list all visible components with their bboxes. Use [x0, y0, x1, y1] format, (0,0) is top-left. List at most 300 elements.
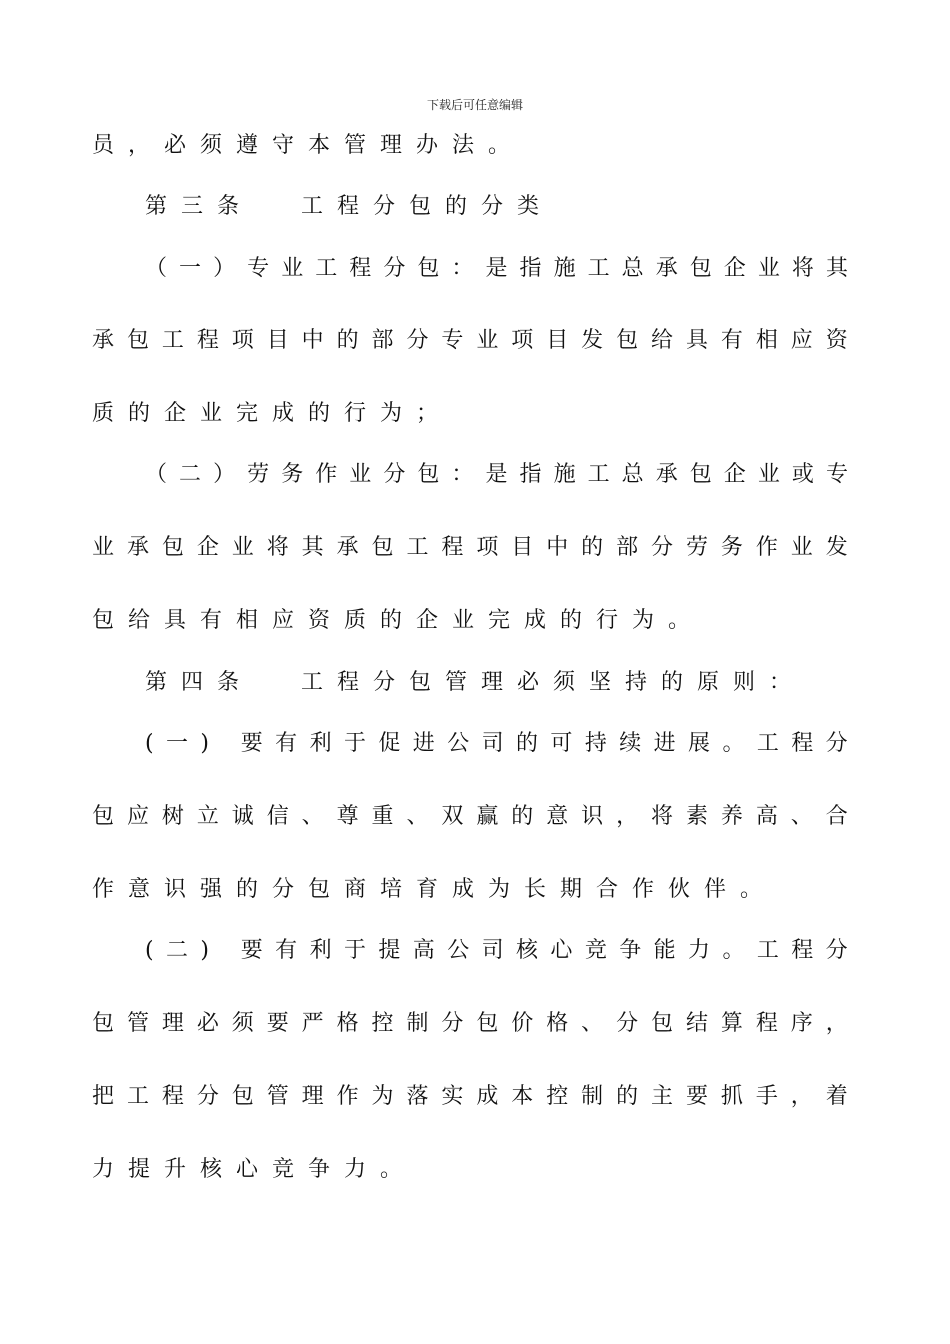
- glyph: 项: [511, 328, 534, 353]
- glyph: 树: [161, 804, 184, 829]
- glyph: 程: [791, 938, 814, 963]
- glyph: 四: [181, 670, 204, 695]
- glyph: 尊: [336, 804, 359, 829]
- glyph: 要: [266, 1011, 289, 1036]
- glyph: 程: [337, 670, 360, 695]
- glyph: 包: [161, 535, 184, 560]
- glyph: 完: [488, 608, 511, 633]
- glyph: 工: [587, 462, 610, 487]
- glyph: 高: [755, 804, 778, 829]
- glyph: 工: [301, 670, 324, 695]
- glyph: 竞: [272, 1157, 295, 1182]
- glyph: 培: [380, 877, 403, 902]
- glyph: 控: [371, 1011, 394, 1036]
- glyph: 算: [720, 1011, 743, 1036]
- glyph: 的: [308, 401, 331, 426]
- glyph: 工: [161, 328, 184, 353]
- glyph: 二: [179, 462, 202, 487]
- glyph: 相: [236, 608, 259, 633]
- text-line-16: [92, 1155, 848, 1185]
- glyph: 则: [733, 670, 756, 695]
- glyph: 业: [790, 535, 813, 560]
- text-line-6: [145, 460, 848, 490]
- glyph: 、: [581, 1011, 604, 1036]
- glyph: 争: [619, 938, 642, 963]
- glyph: 要: [240, 731, 263, 756]
- glyph: 。: [722, 938, 745, 963]
- glyph: 包: [417, 462, 440, 487]
- glyph: 理: [161, 1011, 184, 1036]
- glyph: 提: [128, 1157, 151, 1182]
- glyph: 包: [308, 877, 331, 902]
- glyph: 管: [126, 1011, 149, 1036]
- glyph: 为: [371, 1084, 394, 1109]
- glyph: 程: [337, 194, 360, 219]
- glyph: 格: [546, 1011, 569, 1036]
- glyph: 期: [560, 877, 583, 902]
- glyph: 应: [790, 328, 813, 353]
- glyph: ，: [825, 1011, 848, 1036]
- glyph: 公: [447, 938, 470, 963]
- glyph: 第: [145, 194, 168, 219]
- glyph: ，: [616, 804, 639, 829]
- glyph: 中: [546, 535, 569, 560]
- glyph: 发: [581, 328, 604, 353]
- glyph: 识: [164, 877, 187, 902]
- glyph: 伙: [668, 877, 691, 902]
- glyph: 必: [164, 133, 187, 158]
- glyph: 格: [336, 1011, 359, 1036]
- text-line-14: [92, 1009, 848, 1039]
- glyph: 、: [790, 804, 813, 829]
- glyph: 第: [145, 670, 168, 695]
- glyph: 分: [481, 194, 504, 219]
- glyph: 业: [452, 608, 475, 633]
- glyph: 发: [825, 535, 848, 560]
- glyph: 分: [383, 462, 406, 487]
- glyph: 作: [755, 535, 778, 560]
- glyph: 指: [519, 256, 542, 281]
- glyph: 作: [92, 877, 115, 902]
- glyph: ：: [451, 256, 474, 281]
- glyph: 诚: [231, 804, 254, 829]
- glyph: 程: [441, 535, 464, 560]
- glyph: 包: [92, 1011, 115, 1036]
- glyph: 程: [349, 256, 372, 281]
- glyph: 意: [546, 804, 569, 829]
- glyph: 总: [621, 256, 644, 281]
- glyph: 劳: [685, 535, 708, 560]
- glyph: 项: [476, 535, 499, 560]
- glyph: 落: [406, 1084, 429, 1109]
- glyph: 指: [519, 462, 542, 487]
- glyph: 管: [445, 670, 468, 695]
- glyph: 赢: [476, 804, 499, 829]
- glyph: 力: [688, 938, 711, 963]
- glyph: 的: [128, 401, 151, 426]
- glyph: 心: [550, 938, 573, 963]
- glyph: 业: [92, 535, 115, 560]
- glyph: 控: [546, 1084, 569, 1109]
- text-line-3: [145, 254, 848, 284]
- glyph: 工: [756, 938, 779, 963]
- glyph: 部: [371, 328, 394, 353]
- glyph: 的: [661, 670, 684, 695]
- text-line-13: [145, 936, 848, 966]
- glyph: 业: [349, 462, 372, 487]
- glyph: 业: [231, 535, 254, 560]
- glyph: 员: [92, 133, 115, 158]
- glyph: 须: [231, 1011, 254, 1036]
- glyph: 专: [825, 462, 848, 487]
- glyph: [253, 192, 277, 222]
- text-line-5: [92, 399, 848, 429]
- glyph: 工: [406, 535, 429, 560]
- glyph: ：: [769, 670, 792, 695]
- glyph: 成: [272, 401, 295, 426]
- glyph: 包: [417, 256, 440, 281]
- text-line-1: [92, 131, 848, 161]
- glyph: 提: [378, 938, 401, 963]
- glyph: 包: [371, 535, 394, 560]
- glyph: 制: [581, 1084, 604, 1109]
- glyph: 。: [488, 133, 511, 158]
- glyph: ）: [213, 256, 236, 281]
- glyph: 核: [200, 1157, 223, 1182]
- glyph: 合: [825, 804, 848, 829]
- glyph: 相: [755, 328, 778, 353]
- glyph: 守: [272, 133, 295, 158]
- glyph: 利: [309, 938, 332, 963]
- text-line-10: [145, 729, 848, 759]
- glyph: 续: [619, 731, 642, 756]
- glyph: 包: [651, 1011, 674, 1036]
- text-line-7: [92, 533, 848, 563]
- glyph: ，: [128, 133, 151, 158]
- glyph: 分: [406, 328, 429, 353]
- glyph: 包: [409, 194, 432, 219]
- glyph: 长: [524, 877, 547, 902]
- glyph: 一: [165, 731, 188, 756]
- glyph: 。: [380, 1157, 403, 1182]
- glyph: ，: [790, 1084, 813, 1109]
- glyph: 管: [344, 133, 367, 158]
- glyph: 企: [723, 256, 746, 281]
- glyph: 高: [412, 938, 435, 963]
- glyph: 分: [825, 731, 848, 756]
- glyph: 包: [126, 328, 149, 353]
- glyph: 立: [196, 804, 219, 829]
- glyph: 分: [383, 256, 406, 281]
- glyph: 司: [481, 731, 504, 756]
- glyph: 具: [164, 608, 187, 633]
- glyph: 条: [217, 670, 240, 695]
- glyph: 务: [720, 535, 743, 560]
- glyph: 分: [196, 1084, 219, 1109]
- glyph: 企: [723, 462, 746, 487]
- glyph: [221, 936, 228, 966]
- glyph: 包: [689, 462, 712, 487]
- glyph: 于: [343, 731, 366, 756]
- glyph: 程: [196, 328, 219, 353]
- glyph: ): [200, 731, 209, 756]
- glyph: 企: [196, 535, 219, 560]
- glyph: 工: [301, 194, 324, 219]
- glyph: ：: [451, 462, 474, 487]
- glyph: 专: [247, 256, 270, 281]
- glyph: 育: [416, 877, 439, 902]
- glyph: 分: [825, 938, 848, 963]
- glyph: 着: [825, 1084, 848, 1109]
- glyph: 一: [179, 256, 202, 281]
- glyph: 承: [655, 462, 678, 487]
- glyph: 包: [616, 328, 639, 353]
- glyph: 给: [128, 608, 151, 633]
- glyph: 信: [266, 804, 289, 829]
- glyph: 应: [126, 804, 149, 829]
- glyph: 的: [236, 877, 259, 902]
- glyph: 进: [653, 731, 676, 756]
- glyph: 的: [336, 328, 359, 353]
- glyph: 务: [281, 462, 304, 487]
- glyph: 的: [380, 608, 403, 633]
- glyph: 合: [596, 877, 619, 902]
- glyph: 承: [92, 328, 115, 353]
- glyph: 遵: [236, 133, 259, 158]
- glyph: 具: [685, 328, 708, 353]
- glyph: 程: [791, 731, 814, 756]
- glyph: 序: [790, 1011, 813, 1036]
- glyph: 作: [315, 462, 338, 487]
- glyph: 抓: [720, 1084, 743, 1109]
- glyph: 坚: [589, 670, 612, 695]
- glyph: 其: [301, 535, 324, 560]
- glyph: 成: [452, 877, 475, 902]
- glyph: 或: [791, 462, 814, 487]
- glyph: 目: [546, 328, 569, 353]
- glyph: 意: [128, 877, 151, 902]
- glyph: 业: [757, 462, 780, 487]
- glyph: 劳: [247, 462, 270, 487]
- glyph: 将: [791, 256, 814, 281]
- glyph: 给: [651, 328, 674, 353]
- glyph: 素: [685, 804, 708, 829]
- glyph: 分: [272, 877, 295, 902]
- glyph: 管: [266, 1084, 289, 1109]
- glyph: 企: [164, 401, 187, 426]
- glyph: 分: [651, 535, 674, 560]
- glyph: 本: [511, 1084, 534, 1109]
- glyph: 能: [653, 938, 676, 963]
- glyph: 促: [378, 731, 401, 756]
- glyph: 的: [560, 608, 583, 633]
- glyph: 分: [616, 1011, 639, 1036]
- article-4-heading: [145, 668, 848, 698]
- glyph: 理: [301, 1084, 324, 1109]
- glyph: 条: [217, 194, 240, 219]
- glyph: ): [200, 938, 209, 963]
- glyph: 承: [126, 535, 149, 560]
- glyph: 养: [720, 804, 743, 829]
- glyph: 资: [825, 328, 848, 353]
- text-line-15: [92, 1082, 848, 1112]
- glyph: 理: [481, 670, 504, 695]
- glyph: 为: [632, 608, 655, 633]
- glyph: 、: [301, 804, 324, 829]
- glyph: 项: [231, 328, 254, 353]
- glyph: 包: [92, 804, 115, 829]
- glyph: 的: [581, 535, 604, 560]
- glyph: 力: [92, 1157, 115, 1182]
- glyph: 须: [200, 133, 223, 158]
- glyph: 类: [517, 194, 540, 219]
- glyph: 制: [406, 1011, 429, 1036]
- glyph: 将: [651, 804, 674, 829]
- glyph: （: [145, 462, 168, 487]
- glyph: 承: [655, 256, 678, 281]
- glyph: 心: [236, 1157, 259, 1182]
- glyph: 主: [651, 1084, 674, 1109]
- text-line-8: [92, 606, 848, 636]
- glyph: 强: [200, 877, 223, 902]
- glyph: 施: [553, 256, 576, 281]
- glyph: 业: [757, 256, 780, 281]
- text-line-12: [92, 875, 848, 905]
- glyph: 竞: [584, 938, 607, 963]
- glyph: 有: [275, 938, 298, 963]
- glyph: 业: [476, 328, 499, 353]
- glyph: [253, 668, 277, 698]
- glyph: 于: [343, 938, 366, 963]
- glyph: 工: [756, 731, 779, 756]
- glyph: 成: [476, 1084, 499, 1109]
- glyph: 工: [587, 256, 610, 281]
- glyph: 部: [616, 535, 639, 560]
- glyph: 手: [755, 1084, 778, 1109]
- glyph: 工: [126, 1084, 149, 1109]
- glyph: 总: [621, 462, 644, 487]
- glyph: 质: [344, 608, 367, 633]
- glyph: 理: [380, 133, 403, 158]
- glyph: 行: [344, 401, 367, 426]
- glyph: 、: [406, 804, 429, 829]
- glyph: 升: [164, 1157, 187, 1182]
- glyph: 结: [685, 1011, 708, 1036]
- glyph: 目: [511, 535, 534, 560]
- glyph: 施: [553, 462, 576, 487]
- glyph: 法: [452, 133, 475, 158]
- glyph: 识: [581, 804, 604, 829]
- glyph: 程: [755, 1011, 778, 1036]
- header-note: 下载后可任意编辑: [426, 98, 523, 112]
- glyph: 司: [481, 938, 504, 963]
- glyph: 有: [720, 328, 743, 353]
- glyph: 完: [236, 401, 259, 426]
- glyph: 成: [524, 608, 547, 633]
- glyph: 包: [231, 1084, 254, 1109]
- glyph: 实: [441, 1084, 464, 1109]
- glyph: 力: [344, 1157, 367, 1182]
- glyph: 中: [301, 328, 324, 353]
- glyph: 。: [668, 608, 691, 633]
- article-3-heading: [145, 192, 848, 222]
- glyph: 争: [308, 1157, 331, 1182]
- glyph: 分: [373, 670, 396, 695]
- glyph: [221, 729, 228, 759]
- glyph: 伴: [704, 877, 727, 902]
- glyph: 分: [373, 194, 396, 219]
- glyph: 必: [196, 1011, 219, 1036]
- glyph: 有: [200, 608, 223, 633]
- glyph: 的: [616, 1084, 639, 1109]
- glyph: 公: [447, 731, 470, 756]
- glyph: 利: [309, 731, 332, 756]
- glyph: 目: [266, 328, 289, 353]
- glyph: 。: [740, 877, 763, 902]
- glyph: 的: [445, 194, 468, 219]
- glyph: （: [145, 256, 168, 281]
- glyph: 。: [722, 731, 745, 756]
- glyph: ；: [416, 401, 439, 426]
- glyph: 将: [266, 535, 289, 560]
- glyph: (: [145, 731, 154, 756]
- glyph: 为: [488, 877, 511, 902]
- glyph: 进: [412, 731, 435, 756]
- glyph: 作: [632, 877, 655, 902]
- glyph: 本: [308, 133, 331, 158]
- glyph: 展: [688, 731, 711, 756]
- glyph: 承: [336, 535, 359, 560]
- glyph: 要: [240, 938, 263, 963]
- glyph: 是: [485, 462, 508, 487]
- glyph: [277, 668, 301, 698]
- glyph: 质: [92, 401, 115, 426]
- glyph: 分: [441, 1011, 464, 1036]
- glyph: (: [145, 938, 154, 963]
- glyph: 原: [697, 670, 720, 695]
- glyph: 为: [380, 401, 403, 426]
- glyph: 核: [516, 938, 539, 963]
- glyph: 企: [416, 608, 439, 633]
- glyph: [277, 192, 301, 222]
- glyph: 持: [625, 670, 648, 695]
- glyph: 三: [181, 194, 204, 219]
- text-line-4: [92, 326, 848, 356]
- glyph: 双: [441, 804, 464, 829]
- glyph: 可: [550, 731, 573, 756]
- glyph: 包: [689, 256, 712, 281]
- glyph: 的: [516, 731, 539, 756]
- glyph: 把: [92, 1084, 115, 1109]
- glyph: 商: [344, 877, 367, 902]
- glyph: 持: [584, 731, 607, 756]
- glyph: 严: [301, 1011, 324, 1036]
- glyph: 资: [308, 608, 331, 633]
- glyph: 是: [485, 256, 508, 281]
- glyph: 应: [272, 608, 295, 633]
- glyph: 程: [161, 1084, 184, 1109]
- glyph: 行: [596, 608, 619, 633]
- glyph: 包: [409, 670, 432, 695]
- glyph: 包: [476, 1011, 499, 1036]
- glyph: 业: [200, 401, 223, 426]
- glyph: 的: [511, 804, 534, 829]
- glyph: 包: [92, 608, 115, 633]
- glyph: 有: [275, 731, 298, 756]
- glyph: 必: [517, 670, 540, 695]
- glyph: 重: [371, 804, 394, 829]
- glyph: 业: [281, 256, 304, 281]
